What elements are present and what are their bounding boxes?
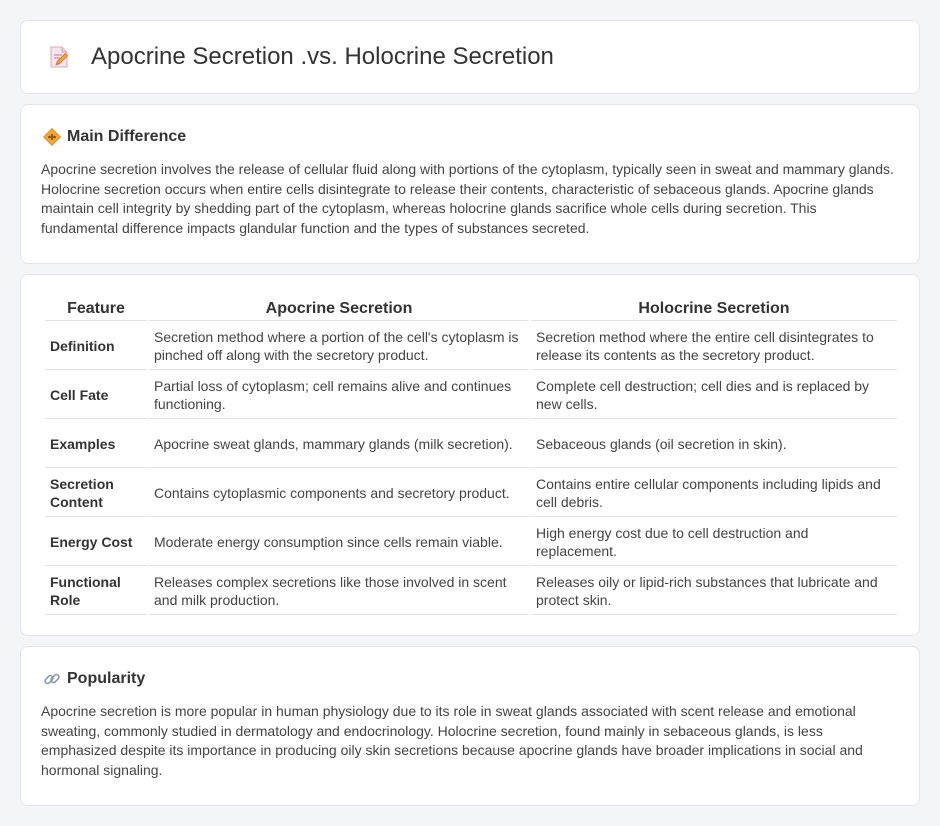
row-holocrine: Releases oily or lipid-rich substances that lubricate and protect skin. [531,568,897,615]
table-row [45,323,897,370]
row-holocrine: Secretion method where the entire cell disintegrates to release its contents as the secretory product. [531,323,897,370]
table-header-row [45,297,897,321]
row-holocrine: Sebaceous glands (oil secretion in skin). [531,421,897,468]
comparison-table-card [20,274,920,636]
main-difference-header [21,105,919,146]
comparison-table [43,295,899,617]
title-row [21,21,919,93]
main-difference-title: Main Difference [67,128,187,145]
row-apocrine: Moderate energy consumption since cells remain viable. [149,519,529,566]
row-holocrine: High energy cost due to cell destruction and replacement. [531,519,897,566]
main-difference-card [20,104,920,264]
popularity-header [21,647,919,688]
table-row [45,470,897,517]
popularity-card [20,646,920,806]
row-feature: Functional Role [45,568,147,615]
row-holocrine: Complete cell destruction; cell dies and is replaced by new cells. [531,372,897,419]
row-feature: Energy Cost [45,519,147,566]
row-holocrine: Contains entire cellular components including lipids and cell debris. [531,470,897,517]
row-feature: Cell Fate [45,372,147,419]
popularity-title: Popularity [67,670,146,687]
popularity-text: Apocrine secretion is more popular in human physiology due to its role in sweat glands associated with scent release and emotional sweating, commonly studied in dermatology and endocrinology. Holocrine secretion, found mainly in sebaceous glands, is less emphasized despite its importance in producing oily skin secretions because apocrine glands have broader implications in social and hormonal signaling. [41,703,863,778]
row-feature: Secretion Content [45,470,147,517]
main-difference-text: Apocrine secretion involves the release of cellular fluid along with portions of the cytoplasm, typically seen in sweat and mammary glands. Holocrine secretion occurs when entire cells disintegrate to release their contents, characteristic of sebaceous glands. Apocrine glands maintain cell integrity by shedding part of the cytoplasm, whereas holocrine glands sacrifice whole cells during secretion. This fundamental difference impacts glandular function and the types of substances secreted. [41,161,894,236]
table-row [45,421,897,468]
header-holocrine: Holocrine Secretion [531,297,897,321]
table-row [45,519,897,566]
link-icon [43,670,61,688]
header-apocrine: Apocrine Secretion [149,297,529,321]
row-apocrine: Contains cytoplasmic components and secretory product. [149,470,529,517]
title-card [20,20,920,94]
row-apocrine: Releases complex secretions like those involved in scent and milk production. [149,568,529,615]
row-apocrine: Secretion method where a portion of the cell's cytoplasm is pinched off along with the secretory product. [149,323,529,370]
document-edit-icon [47,45,71,69]
diamond-sign-icon [43,128,61,146]
row-feature: Definition [45,323,147,370]
table-row [45,568,897,615]
header-feature: Feature [45,297,147,321]
row-apocrine: Partial loss of cytoplasm; cell remains alive and continues functioning. [149,372,529,419]
row-feature: Examples [45,421,147,468]
row-apocrine: Apocrine sweat glands, mammary glands (milk secretion). [149,421,529,468]
table-row [45,372,897,419]
page-title: Apocrine Secretion .vs. Holocrine Secretion [91,43,554,70]
